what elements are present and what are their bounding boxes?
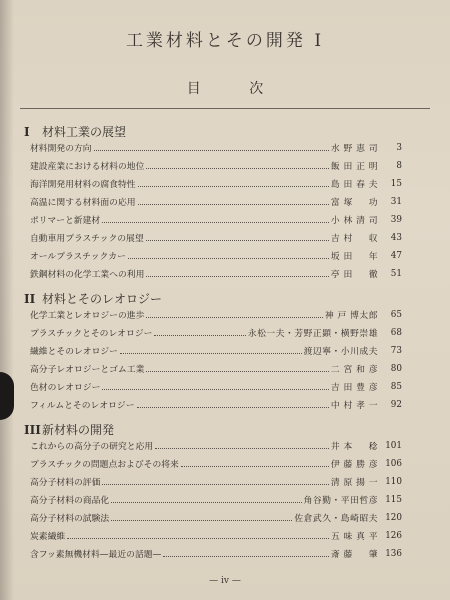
toc-entry[interactable] (30, 248, 402, 263)
entry-page: 43 (390, 232, 402, 243)
entry-author: 神 戸 博太郎 (324, 311, 378, 321)
entry-page: 31 (390, 196, 402, 207)
entry-author: 坂 田 年 (330, 252, 378, 262)
toc-entry[interactable] (30, 158, 402, 173)
toc-entry[interactable] (30, 474, 402, 489)
toc-entry[interactable] (30, 230, 402, 245)
leader-dots (120, 352, 302, 354)
toc-entry[interactable] (30, 397, 402, 412)
toc-entry[interactable] (30, 492, 402, 507)
entry-author: 角谷勤・平田哲彦 (303, 496, 378, 506)
toc-entry[interactable] (30, 528, 402, 543)
entry-author: 清 原 揚 一 (330, 478, 378, 488)
entry-page: 51 (390, 268, 402, 279)
leader-dots (146, 239, 329, 241)
leader-dots (146, 167, 329, 169)
entry-page: 110 (385, 476, 402, 487)
leader-dots (146, 370, 329, 372)
leader-dots (111, 519, 292, 521)
section-number: III (24, 423, 41, 437)
entry-title: 自動車用プラスチックの展望 (30, 234, 144, 244)
section-label: 材料とそのレオロジー (42, 292, 163, 306)
entry-title: 高分子レオロジーとゴム工業 (30, 365, 145, 375)
entry-page: 65 (390, 309, 402, 320)
entry-title: 色材のレオロジー (30, 383, 101, 393)
toc-entry[interactable] (30, 212, 402, 227)
entry-page: 126 (385, 530, 402, 541)
entry-author: 永松一夫・芳野正顕・横野崇雄 (247, 329, 378, 339)
entry-author: 渡辺寧・小川成夫 (303, 347, 378, 357)
entry-title: 建設産業における材料の地位 (30, 162, 145, 172)
entry-page: 136 (385, 548, 402, 559)
entry-page: 39 (390, 214, 402, 225)
leader-dots (102, 388, 329, 390)
heading-rule (20, 108, 430, 109)
entry-author: 島 田 春 夫 (330, 180, 378, 190)
entry-page: 92 (390, 399, 402, 410)
entry-title: 海洋開発用材料の腐食特性 (30, 180, 136, 190)
leader-dots (102, 483, 329, 485)
leader-dots (128, 257, 329, 259)
entry-page: 47 (390, 250, 402, 261)
entry-title: 含フッ素無機材料—最近の話題— (30, 550, 162, 560)
section-number: II (24, 292, 36, 306)
entry-author: 小 林 清 司 (330, 216, 378, 226)
section-3-title (24, 421, 114, 438)
entry-author: 水 野 恵 司 (330, 144, 378, 154)
background-object (0, 372, 14, 420)
toc-entry[interactable] (30, 307, 402, 322)
toc-entry[interactable] (30, 510, 402, 525)
entry-author: 亭 田 徹 (330, 270, 378, 280)
toc-heading: 目 次 (186, 81, 286, 97)
toc-entry[interactable] (30, 438, 402, 453)
leader-dots (146, 316, 323, 318)
entry-page: 120 (385, 512, 402, 523)
toc-entry[interactable] (30, 546, 402, 561)
toc-entry[interactable] (30, 361, 402, 376)
entry-title: フィルムとそのレオロジー (30, 401, 135, 411)
entry-title: 高温に関する材料面の応用 (30, 198, 136, 208)
entry-author: 井 本 稔 (330, 442, 378, 452)
entry-author: 伊 藤 勝 彦 (330, 460, 378, 470)
entry-page: 8 (396, 160, 402, 171)
leader-dots (138, 203, 329, 205)
entry-title: 炭素繊維 (30, 532, 66, 542)
leader-dots (181, 465, 329, 467)
toc-entry[interactable] (30, 379, 402, 394)
entry-page: 115 (385, 494, 402, 505)
toc-entry[interactable] (30, 140, 402, 155)
entry-title: 高分子材料の試験法 (30, 514, 110, 524)
leader-dots (67, 537, 329, 539)
leader-dots (102, 221, 329, 223)
toc-entry[interactable] (30, 176, 402, 191)
toc-entry[interactable] (30, 343, 402, 358)
entry-title: 高分子材料の商品化 (30, 496, 110, 506)
entry-page: 3 (396, 142, 402, 153)
entry-author: 飯 田 正 明 (330, 162, 378, 172)
leader-dots (146, 275, 329, 277)
entry-author: 五 味 真 平 (330, 532, 378, 542)
leader-dots (163, 555, 329, 557)
entry-title: 高分子材料の評価 (30, 478, 101, 488)
toc-entry[interactable] (30, 266, 402, 281)
entry-title: オールプラスチックカー (30, 252, 126, 262)
entry-page: 15 (390, 178, 402, 189)
entry-title: プラスチックの問題点およびその将来 (30, 460, 179, 470)
toc-entry[interactable] (30, 325, 402, 340)
entry-author: 二 宮 和 彦 (330, 365, 378, 375)
toc-entry[interactable] (30, 194, 402, 209)
entry-page: 101 (385, 440, 402, 451)
entry-author: 富 塚 功 (330, 198, 378, 208)
section-number: I (24, 125, 30, 139)
entry-page: 68 (390, 327, 402, 338)
entry-title: 材料開発の方向 (30, 144, 92, 154)
section-2-title (24, 290, 162, 307)
entry-page: 85 (390, 381, 402, 392)
section-1-title (24, 123, 126, 140)
entry-page: 73 (390, 345, 402, 356)
leader-dots (154, 334, 245, 336)
entry-author: 佐倉武久・島崎昭夫 (294, 514, 378, 524)
entry-title: 鉄鋼材料の化学工業への利用 (30, 270, 145, 280)
book-title: 工業材料とその開発 I (125, 31, 325, 51)
section-label: 新材料の開発 (42, 423, 115, 437)
page-folio: — iv — (209, 576, 241, 586)
entry-author: 中 村 孝 一 (330, 401, 378, 411)
leader-dots (137, 406, 329, 408)
section-label: 材料工業の展望 (42, 125, 127, 139)
entry-author: 吉 村 収 (330, 234, 378, 244)
entry-page: 106 (385, 458, 402, 469)
entry-title: ポリマーと新建材 (30, 216, 101, 226)
leader-dots (138, 185, 329, 187)
toc-entry[interactable] (30, 456, 402, 471)
entry-author: 吉 田 豊 彦 (330, 383, 378, 393)
entry-author: 斎 藤 肇 (330, 550, 378, 560)
entry-title: プラスチックとそのレオロジー (30, 329, 153, 339)
leader-dots (94, 149, 329, 151)
entry-title: 化学工業とレオロジーの進歩 (30, 311, 145, 321)
leader-dots (111, 501, 301, 503)
leader-dots (155, 447, 329, 449)
entry-page: 80 (390, 363, 402, 374)
entry-title: これからの高分子の研究と応用 (30, 442, 154, 452)
entry-title: 繊維とそのレオロジー (30, 347, 118, 357)
